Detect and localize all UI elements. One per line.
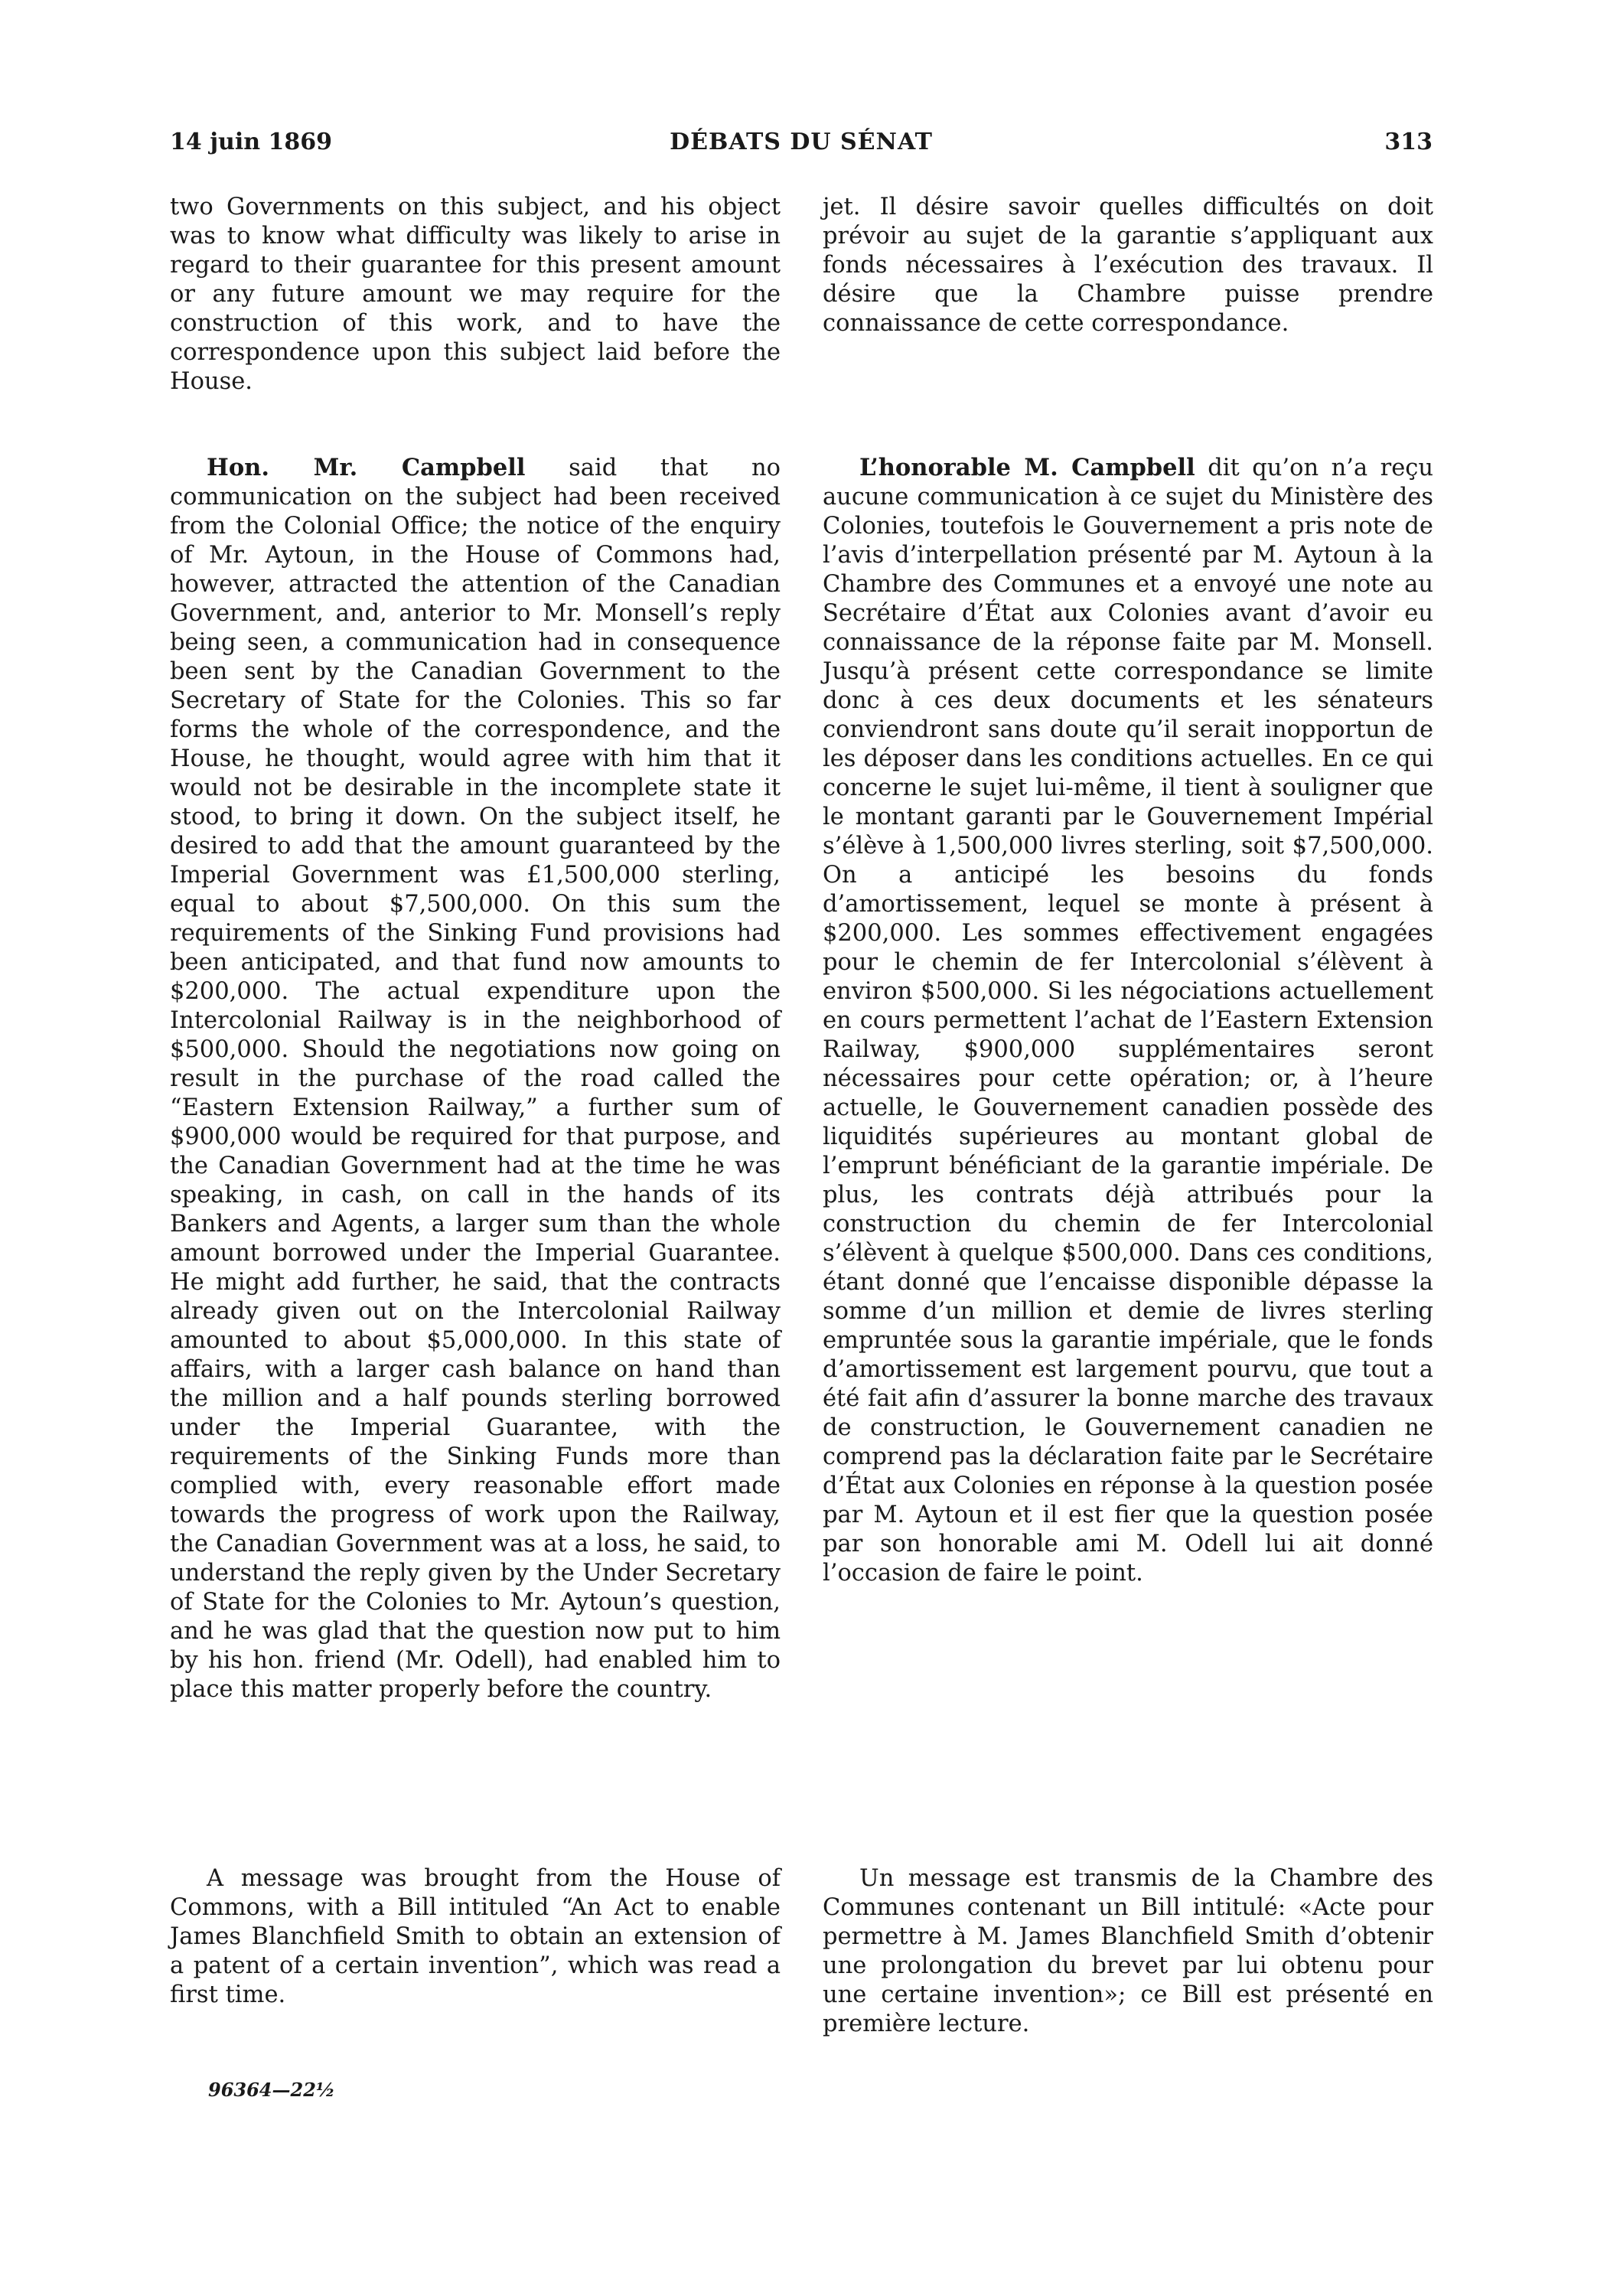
english-campbell-paragraph [170, 453, 781, 1704]
english-message-block [170, 1864, 781, 2010]
header-title: DÉBATS DU SÉNAT [670, 129, 933, 155]
english-message-paragraph: A message was brought from the House of Commons, with a Bill intituled “An Act to enable James Blanchfield Smith to obtain an extension of a patent of a certain invention”, which was read a first time. [170, 1865, 781, 2008]
french-continuation-paragraph: jet. Il désire savoir quelles difficultés on doit prévoir au sujet de la garantie s’appliquant aux fonds nécessaires à l’exécution des travaux. Il désire que la Chambre puisse prendre connaissance de cette correspondance. [823, 194, 1433, 337]
french-campbell-paragraph [823, 453, 1433, 1588]
english-speaker-name: Hon. Mr. Campbell [207, 454, 526, 481]
page-number: 313 [1384, 129, 1433, 155]
footer-print-code: 96364—22½ [208, 2079, 335, 2101]
french-campbell-block [823, 453, 1433, 1588]
english-campbell-text: said that no communication on the subject had been received from the Colonial Office; the notice of the enquiry of Mr. Aytoun, in the House of Commons had, however, attracted the attention of the Canadian Government, and, anterior to Mr. Monsell’s reply being seen, a communication had in consequence been sent by the Canadian Government to the Secretary of State for the Colonies. This so far forms the whole of the correspondence, and the House, he thought, would agree with him that it would not be desirable in the incomplete state it stood, to bring it down. On the subject itself, he desired to add that the amount guaranteed by the Imperial Government was £1,500,000 sterling, equal to about $7,500,000. On this sum the requirements of the Sinking Fund provisions had been anticipated, and that fund now amounts to $200,000. The actual expenditure upon the Intercolonial Railway is in the neighborhood of $500,000. Should the negotiations now going on result in the purchase of the road called the “Eastern Extension Railway,” a further sum of $900,000 would be required for that purpose, and the Canadian Government had at the time he was speaking, in cash, on call in the hands of its Bankers and Agents, a larger sum than the whole amount borrowed under the Imperial Guarantee. He might add further, he said, that the contracts already given out on the Intercolonial Railway amounted to about $5,000,000. In this state of affairs, with a larger cash balance on hand than the million and a half pounds sterling borrowed under the Imperial Guarantee, with the requirements of the Sinking Funds more than complied with, every reasonable effort made towards the progress of work upon the Railway, the Canadian Government was at a loss, he said, to understand the reply given by the Under Secretary of State for the Colonies to Mr. Aytoun’s question, and he was glad that the question now put to him by his hon. friend (Mr. Odell), had enabled him to place this matter properly before the country. [170, 455, 781, 1703]
page-header [170, 129, 1433, 162]
french-message-paragraph: Un message est transmis de la Chambre des Communes contenant un Bill intitulé: «Acte pour permettre à M. James Blanchfield Smith d’obtenir une prolongation du brevet par lui obtenu pour une certaine invention»; ce Bill est présenté en première lecture. [823, 1865, 1433, 2037]
french-speaker-name: L’honorable M. Campbell [859, 454, 1195, 481]
english-continuation-block [170, 193, 781, 396]
header-date: 14 juin 1869 [170, 129, 333, 155]
french-campbell-text: dit qu’on n’a reçu aucune communication à ce sujet du Ministère des Colonies, toutefois le Gouvernement a pris note de l’avis d’interpellation présenté par M. Aytoun à la Chambre des Communes et a envoyé une note au Secrétaire d’État aux Colonies avant d’avoir eu connaissance de la réponse faite par M. Monsell. Jusqu’à présent cette correspondance se limite donc à ces deux documents et les sénateurs conviendront sans doute qu’il serait inopportun de les déposer dans les conditions actuelles. En ce qui concerne le sujet lui-même, il tient à souligner que le montant garanti par le Gouvernement Impérial s’élève à 1,500,000 livres sterling, soit $7,500,000. On a anticipé les besoins du fonds d’amortissement, lequel se monte à présent à $200,000. Les sommes effectivement engagées pour le chemin de fer Intercolonial s’élèvent à environ $500,000. Si les négociations actuellement en cours permettent l’achat de l’Eastern Extension Railway, $900,000 supplémentaires seront nécessaires pour cette opération; or, à l’heure actuelle, le Gouvernement canadien possède des liquidités supérieures au montant global de l’emprunt bénéficiant de la garantie impériale. De plus, les contrats déjà attribués pour la construction du chemin de fer Intercolonial s’élèvent à quelque $500,000. Dans ces conditions, étant donné que l’encaisse disponible dépasse la somme d’un million et demie de livres sterling empruntée sous la garantie impériale, que le fonds d’amortissement est largement pourvu, que tout a été fait afin d’assurer la bonne marche des travaux de construction, le Gouvernement canadien ne comprend pas la déclaration faite par le Secrétaire d’État aux Colonies en réponse à la question posée par M. Aytoun et il est fier que la question posée par son honorable ami M. Odell lui ait donné l’occasion de faire le point. [823, 455, 1434, 1587]
french-message-block [823, 1864, 1433, 2039]
french-continuation-block [823, 193, 1433, 338]
english-campbell-block [170, 453, 781, 1704]
english-continuation-paragraph: two Governments on this subject, and his object was to know what difficulty was likely to arise in regard to their guarantee for this present amount or any future amount we may require for the construction of this work, and to have the correspondence upon this subject laid before the House. [170, 194, 781, 395]
